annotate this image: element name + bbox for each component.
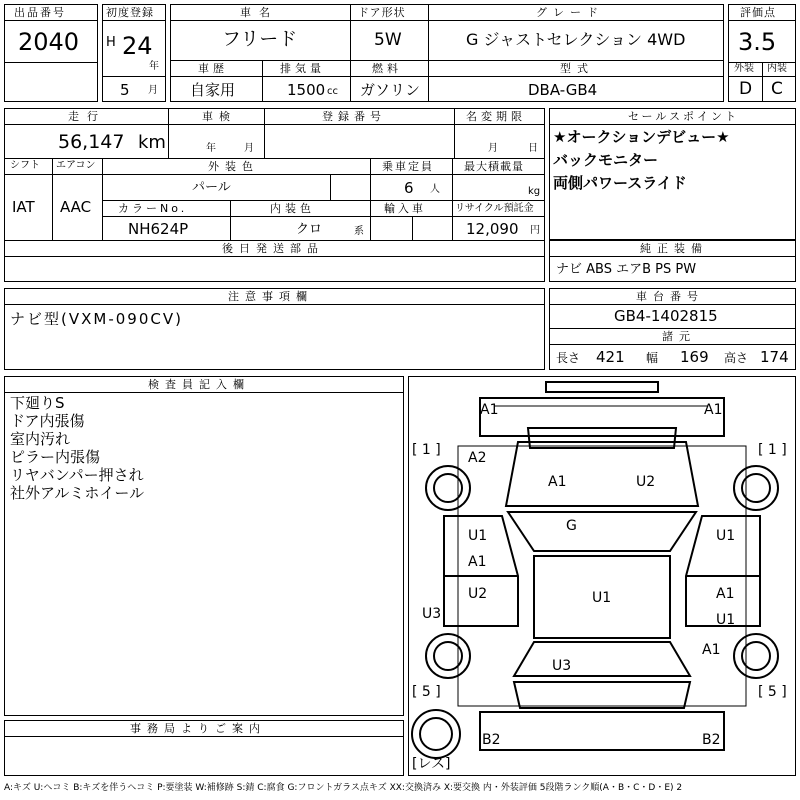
color-number: NH624P: [128, 220, 189, 238]
mark-rear-right: B2: [702, 732, 721, 748]
tire-rear-right: [ 5 ]: [758, 684, 787, 700]
mark-trunk: U3: [552, 658, 572, 674]
recycle-label: リサイクル預託金: [455, 203, 534, 214]
car-damage-diagram: [408, 376, 796, 776]
notes-label: 注意事項欄: [228, 290, 313, 303]
registration-year: 24: [122, 32, 153, 60]
tire-front-left: [ 1 ]: [412, 442, 441, 458]
sales-point-line: 両側パワースライド: [553, 174, 687, 192]
mileage: 56,147: [58, 131, 125, 153]
mark-door-fl-bottom: A1: [468, 554, 487, 570]
inspector-note: 室内汚れ: [10, 430, 71, 448]
capacity-label: 乗車定員: [382, 160, 434, 173]
lot-number-label: 出品番号: [14, 6, 66, 19]
mark-fender-left: A2: [468, 450, 487, 466]
inspector-note: 下廻りS: [10, 394, 65, 412]
sales-points-label: セールスポイント: [628, 110, 740, 123]
score: 3.5: [738, 28, 777, 56]
chassis-number: GB4-1402815: [614, 307, 718, 325]
dimensions-label: 諸元: [662, 330, 696, 343]
history-label: 車歴: [198, 62, 228, 75]
height: 174: [760, 348, 789, 366]
sales-point-line: バックモニター: [553, 151, 659, 169]
mileage-label: 走行: [68, 110, 106, 123]
fuel: ガソリン: [360, 81, 421, 99]
ac: AAC: [60, 198, 92, 216]
equipment-label: 純正装備: [640, 242, 708, 255]
mark-door-rr-bottom: U1: [716, 612, 736, 628]
height-label: 高さ: [724, 351, 749, 365]
max-load-label: 最大積載量: [464, 160, 524, 173]
length: 421: [596, 348, 625, 366]
first-registration-label: 初度登録: [106, 6, 154, 19]
inspection-month-unit: 月: [244, 143, 254, 154]
displacement-unit: cc: [327, 86, 338, 97]
max-load-unit: kg: [528, 186, 541, 197]
import-label: 輸入車: [384, 202, 426, 215]
inspector-note: リヤバンパー押され: [10, 466, 144, 484]
capacity-unit: 人: [430, 184, 440, 195]
registration-month: 5: [120, 81, 130, 99]
displacement: 1500: [287, 81, 326, 99]
color-number-label: カラーNo.: [118, 202, 188, 215]
history: 自家用: [190, 81, 236, 99]
capacity: 6: [404, 179, 414, 197]
recycle-unit: 円: [530, 225, 540, 236]
mark-front-right: A1: [704, 402, 723, 418]
office-label: 事務局よりご案内: [130, 722, 266, 735]
inspector-note: 社外アルミホイール: [10, 484, 145, 502]
exterior-color-label: 外装色: [208, 160, 259, 173]
fuel-label: 燃料: [372, 62, 402, 75]
inspector-note: ピラー内張傷: [10, 448, 101, 466]
inspector-note: ドア内張傷: [10, 412, 85, 430]
grade: G ジャストセレクション 4WD: [466, 30, 686, 49]
legend: A:キズ U:ヘコミ B:キズを伴うヘコミ P:要塗装 W:補修跡 S:錆 C:腐食 G:フロントガラス点キズ XX:交換済み X:要交換 内・外装評価 5段階ランク順(A・B・C・D・E) 2: [4, 783, 683, 793]
mark-hood-right: U2: [636, 474, 656, 490]
mark-door-rl: U2: [468, 586, 488, 602]
interior-color-unit: 系: [354, 226, 364, 237]
interior-color: クロ: [296, 222, 323, 237]
mark-windshield: G: [566, 518, 577, 534]
grade-label: グレード: [536, 6, 604, 19]
mark-rear-left: B2: [482, 732, 501, 748]
mark-door-fl-top: U1: [468, 528, 488, 544]
car-name-label: 車名: [240, 6, 278, 19]
year-unit: 年: [149, 61, 159, 72]
mark-door-fr: U1: [716, 528, 736, 544]
equipment: ナビ ABS エアB PS PW: [556, 262, 697, 277]
shift-label: シフト: [10, 160, 40, 171]
name-change-label: 名変期限: [466, 110, 526, 123]
exterior-label: 外装: [734, 63, 754, 74]
ac-label: エアコン: [56, 160, 96, 171]
score-label: 評価点: [740, 6, 776, 19]
car-name: フリード: [222, 28, 298, 50]
door-type: 5W: [374, 30, 402, 50]
sales-point-line: ★オークションデビュー★: [553, 128, 730, 146]
inspection-label: 車検: [202, 110, 236, 123]
registration-number-label: 登録番号: [322, 110, 386, 123]
mark-door-rr-top: A1: [716, 586, 735, 602]
model: DBA-GB4: [528, 81, 598, 99]
name-change-day: 日: [528, 143, 538, 154]
mark-quarter-right: A1: [702, 642, 721, 658]
month-unit: 月: [148, 85, 158, 96]
chassis-label: 車台番号: [636, 290, 704, 303]
mark-quarter-left: U3: [422, 606, 442, 622]
interior-label: 内装: [767, 63, 787, 74]
width-label: 幅: [646, 351, 659, 365]
tire-front-right: [ 1 ]: [758, 442, 787, 458]
era-letter: H: [106, 35, 116, 50]
door-label: ドア形状: [358, 6, 406, 19]
mileage-unit: km: [138, 132, 166, 153]
model-label: 型式: [560, 62, 594, 75]
mark-roof: U1: [592, 590, 612, 606]
exterior-color: パール: [192, 180, 231, 195]
displacement-label: 排気量: [280, 62, 325, 75]
mark-hood-left: A1: [548, 474, 567, 490]
lot-number: 2040: [18, 28, 80, 56]
interior-color-label: 内装色: [270, 202, 315, 215]
name-change-month: 月: [488, 143, 498, 154]
interior-grade: C: [771, 79, 783, 99]
length-label: 長さ: [556, 351, 581, 365]
notes: ナビ型(VXM-090CV): [10, 310, 183, 328]
mark-front-left: A1: [480, 402, 499, 418]
spare-tire: [レス]: [412, 756, 451, 772]
shift: IAT: [12, 198, 35, 216]
width: 169: [680, 348, 709, 366]
tire-rear-left: [ 5 ]: [412, 684, 441, 700]
recycle-deposit: 12,090: [466, 220, 519, 238]
exterior-grade: D: [739, 79, 753, 99]
inspector-label: 検査員記入欄: [148, 378, 250, 391]
later-parts-label: 後日発送部品: [222, 242, 324, 255]
inspection-year-unit: 年: [206, 143, 216, 154]
